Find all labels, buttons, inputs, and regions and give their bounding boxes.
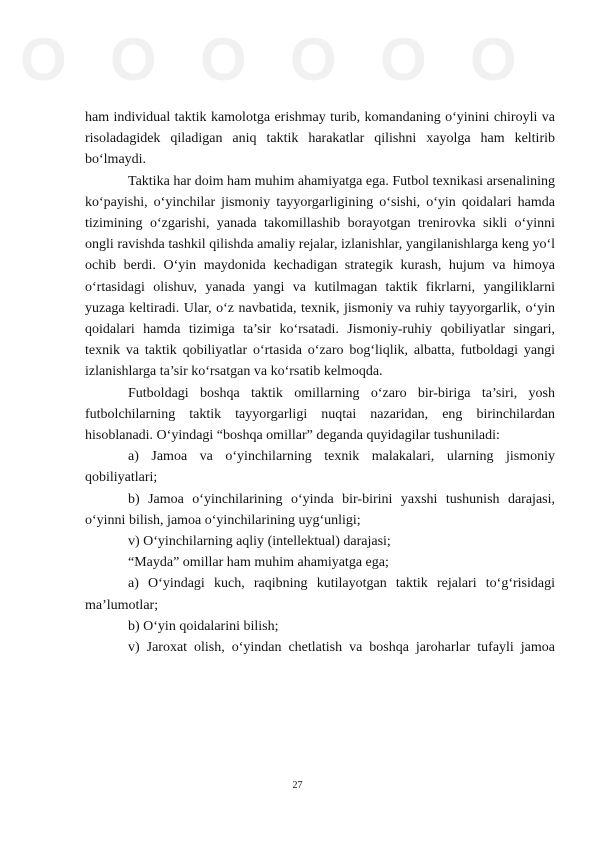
paragraph-3: Futboldagi boshqa taktik omillarning o‘zaro bir-biriga ta’siri, yosh futbolchilarning taktik tayyorgarligi nuqtai nazaridan, eng birinchilardan hisoblanadi. O‘yindagi “boshqa omillar” deganda quyidagilar tushuniladi: <box>85 385 555 444</box>
list-item-a-2: a) O‘yindagi kuch, raqibning kutilayotgan taktik rejalari to‘g‘risidagi ma’lumotlar; <box>85 576 555 613</box>
list-item-a: a) Jamoa va o‘yinchilarning texnik malakalari, ularning jismoniy qobiliyatlari; <box>85 449 555 486</box>
list-item-b: b) Jamoa o‘yinchilarining o‘yinda bir-birini yaxshi tushunish darajasi, o‘yinni bilish, jamoa o‘yinchilarining uyg‘unligi; <box>85 491 555 528</box>
svg-text:O: O <box>470 26 517 93</box>
svg-text:O: O <box>20 26 67 93</box>
svg-text:O: O <box>110 26 157 93</box>
paragraph-1: ham individual taktik kamolotga erishmay turib, komandaning o‘yinini chiroyli va risoladagidek qiladigan aniq taktik harakatlar qilishni xayolga ham keltirib bo‘lmaydi. <box>85 110 555 168</box>
svg-text:O: O <box>380 26 427 93</box>
list-item-b-2: b) O‘yin qoidalarini bilish; <box>128 618 279 634</box>
svg-text:O: O <box>200 26 247 93</box>
page-number: 27 <box>292 780 303 791</box>
paragraph-small-factors: “Mayda” omillar ham muhim ahamiyatga ega; <box>128 555 389 571</box>
svg-text:O: O <box>290 26 337 93</box>
list-item-v: v) O‘yinchilarning aqliy (intellektual) darajasi; <box>128 534 391 550</box>
document-body <box>85 107 555 658</box>
paragraph-2: Taktika har doim ham muhim ahamiyatga ega. Futbol texnikasi arsenalining ko‘payishi, o‘yinchilar jismoniy tayyorgarligining o‘sishi, o‘yin qoidalari hamda tizimining o‘zgarishi, yanada takomillashib borayotgan trenirovka sikli o‘yinni ongli ravishda tashkil qilishda amaliy rejalar, izlanishlar, yangilanishlarga keng yo‘l ochib berdi. O‘yin maydonida kechadigan strategik kurash, hujum va himoya o‘rtasidagi olishuv, yanada yangi va kutilmagan taktik fikrlarni, yangiliklarni yuzaga keltiradi. Ular, o‘z navbatida, texnik, jismoniy va ruhiy tayyorgarlik, o‘yin qoidalari hamda tizimiga ta’sir ko‘rsatadi. Jismoniy-ruhiy qobiliyatlar singari, texnik va taktik qobiliyatlar o‘rtasida o‘zaro bog‘liqlik, albatta, futboldagi yangi izlanishlarga ta’sir ko‘rsatgan va ko‘rsatib kelmoqda. <box>85 173 555 380</box>
list-item-v-2: v) Jaroxat olish, o‘yindan chetlatish va boshqa jaroharlar tufayli jamoa <box>128 640 555 656</box>
